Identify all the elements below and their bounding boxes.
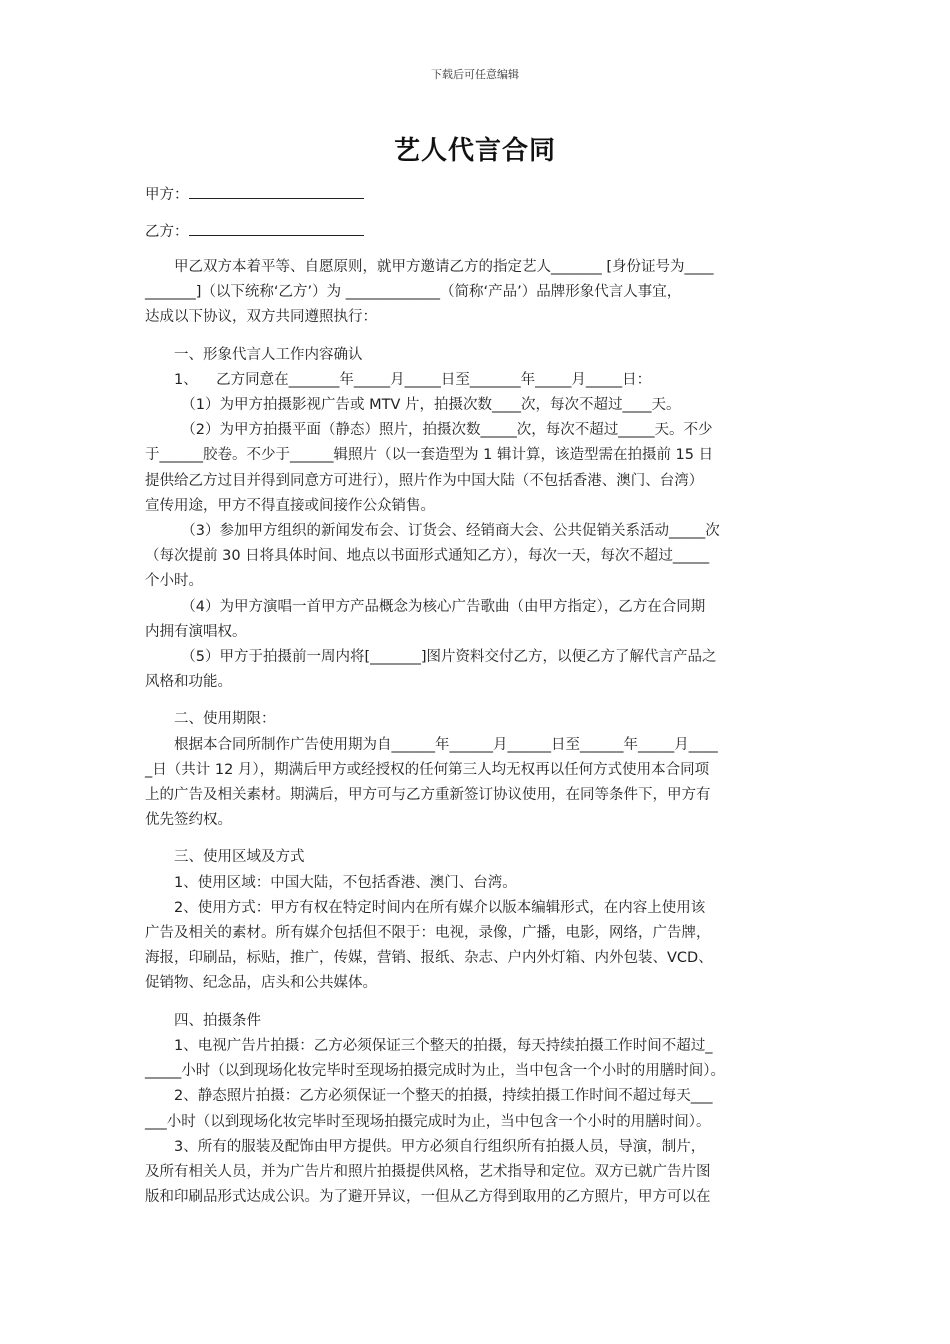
section-1-p4-line: （4）为甲方演唱一首甲方产品概念为核心广告歌曲（由甲方指定），乙方在合同期 [181, 598, 706, 615]
section-4-heading: 四、拍摄条件 [174, 1012, 261, 1029]
section-3-item-2-line: 海报，印刷品，标贴，推广，传媒，营销、报纸、杂志、户内外灯箱、内外包装、VCD、 [145, 950, 713, 967]
section-1-item-1: 1、 乙方同意在_______年_____月_____日至_______年_____月_____日： [174, 371, 652, 388]
party-a-label: 甲方： [145, 187, 189, 203]
section-1-heading: 一、形象代言人工作内容确认 [174, 346, 363, 363]
section-3-item-2-line: 2、使用方式：甲方有权在特定时间内在所有媒介以版本编辑形式，在内容上使用该 [174, 899, 706, 916]
section-1-p4-line: 内拥有演唱权。 [145, 623, 247, 640]
intro-line: _______]（以下统称‘乙方’）为 _____________（简称‘产品’）品牌形象代言人事宜， [145, 284, 682, 301]
section-3 [145, 845, 805, 996]
section-1-p5-line: 风格和功能。 [145, 674, 232, 691]
section-4-item-1-line: _____小时（以到现场化妆完毕时至现场拍摄完成时为止，当中包含一个小时的用膳时间）。 [145, 1063, 725, 1080]
section-2-heading: 二、使用期限： [174, 711, 276, 728]
section-1-p5-line: （5）甲方于拍摄前一周内将[_______]图片资料交付乙方，以便乙方了解代言产品之 [181, 649, 717, 666]
party-a-line [145, 183, 805, 208]
section-4-item-2-line: ___小时（以到现场化妆完毕时至现场拍摄完成时为止，当中包含一个小时的用膳时间）。 [145, 1113, 711, 1130]
party-a-blank [189, 184, 364, 199]
party-b-line [145, 220, 805, 245]
section-3-item-1: 1、使用区域：中国大陆，不包括香港、澳门、台湾。 [174, 874, 517, 891]
section-4-item-1-line: 1、电视广告片拍摄：乙方必须保证三个整天的拍摄，每天持续拍摄工作时间不超过_ [174, 1037, 713, 1054]
page-header-note: 下载后可任意编辑 [431, 68, 519, 81]
section-1 [145, 343, 805, 696]
section-4 [145, 1009, 805, 1211]
section-4-item-3-line: 3、所有的服装及配饰由甲方提供。甲方必须自行组织所有拍摄人员，导演，制片， [174, 1138, 706, 1155]
section-4-item-3-line: 版和印刷品形式达成公识。为了避开异议，一但从乙方得到取用的乙方照片，甲方可以在 [145, 1189, 711, 1206]
section-1-p2-line: 宣传用途，甲方不得直接或间接作公众销售。 [145, 497, 435, 514]
intro-line: 甲乙双方本着平等、自愿原则，就甲方邀请乙方的指定艺人_______ [身份证号为____ [174, 259, 714, 275]
section-2-line: _日（共计 12 月），期满后甲方或经授权的任何第三人均无权再以任何方式使用本合同项 [145, 761, 710, 778]
section-2-line: 优先签约权。 [145, 812, 232, 829]
section-3-item-2-line: 广告及相关的素材。所有媒介包括但不限于：电视，录像，广播，电影，网络，广告牌， [145, 925, 711, 942]
section-1-p3-line: （3）参加甲方组织的新闻发布会、订货会、经销商大会、公共促销关系活动_____次 [181, 523, 720, 540]
section-1-p3-line: 个小时。 [145, 573, 203, 590]
section-1-p3-line: （每次提前 30 日将具体时间、地点以书面形式通知乙方），每次一天，每次不超过_____ [145, 548, 710, 565]
section-1-p2-line: 提供给乙方过目并得到同意方可进行），照片作为中国大陆（不包括香港、澳门、台湾） [145, 472, 704, 489]
document-title: 艺人代言合同 [393, 136, 556, 166]
section-4-item-3-line: 及所有相关人员，并为广告片和照片拍摄提供风格，艺术指导和定位。双方已就广告片图 [145, 1163, 711, 1180]
intro-line: 达成以下协议，双方共同遵照执行： [145, 309, 377, 326]
section-3-item-2-line: 促销物、纪念品，店头和公共媒体。 [145, 975, 377, 992]
party-b-label: 乙方： [145, 224, 189, 240]
contract-body [145, 183, 805, 1210]
section-2 [145, 707, 805, 833]
intro-paragraph [145, 255, 805, 331]
section-1-p1: （1）为甲方拍摄影视广告或 MTV 片，拍摄次数____次，每次不超过____天。 [181, 397, 681, 414]
section-2-line: 根据本合同所制作广告使用期为自______年______月______日至______年_____月____ [174, 736, 718, 753]
section-3-heading: 三、使用区域及方式 [174, 849, 305, 866]
party-b-blank [189, 221, 364, 236]
section-1-p2-line: （2）为甲方拍摄平面（静态）照片，拍摄次数_____次，每次不超过_____天。不少 [181, 422, 713, 439]
section-4-item-2-line: 2、静态照片拍摄：乙方必须保证一个整天的拍摄，持续拍摄工作时间不超过每天___ [174, 1088, 713, 1105]
section-1-p2-line: 于______胶卷。不少于______辑照片（以一套造型为 1 辑计算，该造型需在拍摄前 15 日 [145, 447, 714, 464]
section-2-line: 上的广告及相关素材。期满后，甲方可与乙方重新签订协议使用，在同等条件下，甲方有 [145, 787, 711, 804]
